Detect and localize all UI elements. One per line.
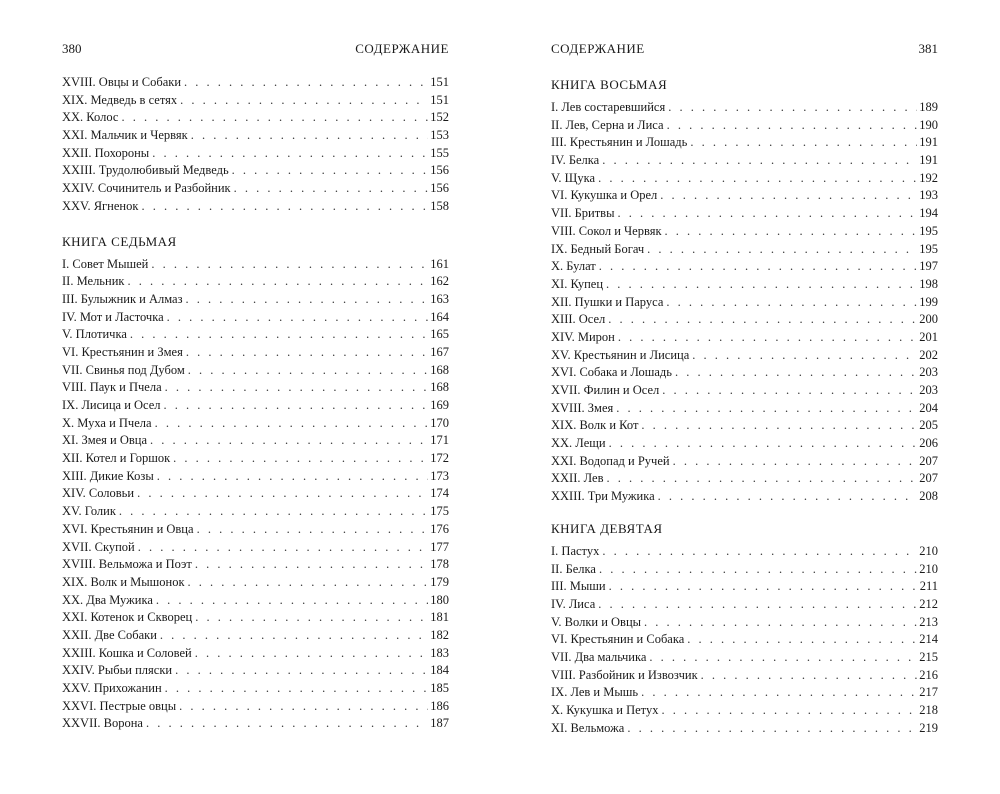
toc-entry (62, 256, 449, 274)
entry-title: VIII. Сокол и Червяк (551, 223, 662, 238)
dot-leader (687, 631, 917, 649)
dot-leader (602, 152, 917, 170)
page-number: 381 (918, 41, 938, 56)
entry-page-number: 169 (430, 398, 449, 412)
entry-page-number: 212 (919, 596, 938, 611)
entry-page-number: 167 (430, 344, 449, 359)
toc-entry (551, 99, 938, 117)
dot-leader (165, 680, 429, 698)
entry-title: XVIII. Овцы и Собаки (62, 75, 182, 89)
section-heading-book8: КНИГА ВОСЬМАЯ (551, 77, 668, 92)
entry-title: IV. Лиса (551, 596, 596, 611)
entry-title: XXIII. Кошка и Соловей (62, 645, 192, 660)
dot-leader (173, 450, 428, 468)
dot-leader (701, 667, 918, 685)
entry-title: VII. Свинья под Дубом (62, 362, 185, 377)
toc-entry (551, 720, 938, 738)
toc-entry (62, 432, 449, 450)
toc-entry (551, 614, 938, 632)
entry-title: XXIV. Рыбьи пляски (62, 663, 173, 678)
toc-entry (62, 698, 449, 716)
dot-leader (164, 397, 429, 415)
entry-title: XXIII. Трудолюбивый Медведь (62, 163, 229, 178)
toc-list-book9 (551, 543, 938, 738)
entry-page-number: 168 (430, 380, 449, 395)
entry-page-number: 200 (919, 312, 938, 327)
entry-title: XX. Лещи (551, 436, 606, 451)
entry-title: XXIV. Сочинитель и Разбойник (62, 181, 231, 196)
entry-page-number: 205 (919, 418, 938, 433)
dot-leader (608, 311, 917, 329)
toc-entry (62, 609, 449, 627)
entry-page-number: 190 (919, 117, 938, 132)
entry-title: XIV. Соловьи (62, 486, 135, 501)
entry-page-number: 183 (430, 645, 449, 660)
toc-entry (551, 470, 938, 488)
toc-list-book7 (62, 256, 449, 734)
entry-title: XX. Колос (62, 110, 119, 125)
right-page-header (551, 40, 938, 58)
toc-entry (551, 258, 938, 276)
dot-leader (175, 662, 428, 680)
entry-title: IV. Мот и Ласточка (62, 309, 164, 324)
dot-leader (188, 574, 429, 592)
toc-entry (62, 145, 449, 163)
toc-entry (551, 311, 938, 329)
toc-entry (62, 309, 449, 327)
toc-entry (551, 561, 938, 579)
toc-entry (62, 326, 449, 344)
entry-title: XVIII. Змея (551, 400, 614, 415)
toc-entry (62, 574, 449, 592)
dot-leader (167, 309, 429, 327)
toc-entry (551, 649, 938, 667)
entry-title: VII. Два мальчика (551, 649, 647, 664)
entry-title: XVI. Крестьянин и Овца (62, 521, 194, 536)
dot-leader (232, 162, 429, 180)
toc-entry (551, 205, 938, 223)
dot-leader (660, 187, 917, 205)
toc-entry (551, 364, 938, 382)
dot-leader (668, 99, 917, 117)
toc-entry (551, 435, 938, 453)
dot-leader (151, 256, 428, 274)
dot-leader (647, 241, 917, 259)
entry-page-number: 172 (430, 451, 449, 466)
entry-page-number: 175 (430, 504, 449, 519)
entry-page-number: 178 (430, 557, 449, 572)
toc-entry (62, 503, 449, 521)
toc-entry (62, 127, 449, 145)
entry-title: V. Волки и Овцы (551, 614, 642, 629)
dot-leader (160, 627, 428, 645)
dot-leader (617, 205, 917, 223)
toc-entry (62, 109, 449, 127)
dot-leader (150, 432, 428, 450)
toc-entry (551, 596, 938, 614)
dot-leader (641, 684, 917, 702)
entry-page-number: 191 (919, 153, 938, 168)
entry-title: I. Лев состаревшийся (551, 100, 666, 114)
entry-page-number: 152 (430, 110, 449, 125)
toc-entry (62, 539, 449, 557)
dot-leader (146, 715, 428, 733)
dot-leader (195, 556, 428, 574)
entry-title: I. Совет Мышей (62, 256, 149, 271)
dot-leader (179, 698, 428, 716)
dot-leader (666, 294, 917, 312)
dot-leader (119, 503, 428, 521)
entry-page-number: 193 (919, 188, 938, 203)
entry-title: XII. Пушки и Паруса (551, 294, 664, 309)
toc-entry (551, 134, 938, 152)
toc-entry (62, 198, 449, 216)
dot-leader (599, 561, 917, 579)
entry-page-number: 214 (919, 632, 938, 647)
entry-page-number: 201 (919, 329, 938, 344)
dot-leader (165, 379, 429, 397)
right-page (551, 0, 938, 794)
entry-title: XIX. Волк и Мышонок (62, 574, 185, 589)
toc-entry (62, 680, 449, 698)
dot-leader (606, 276, 917, 294)
entry-page-number: 156 (430, 163, 449, 178)
toc-entry (551, 453, 938, 471)
toc-entry (551, 152, 938, 170)
running-head: СОДЕРЖАНИЕ (355, 41, 449, 56)
dot-leader (675, 364, 917, 382)
toc-entry (62, 362, 449, 380)
entry-title: II. Мельник (62, 274, 125, 289)
toc-entry (62, 397, 449, 415)
dot-leader (649, 649, 917, 667)
entry-page-number: 204 (919, 400, 938, 415)
entry-title: V. Плотичка (62, 327, 127, 342)
entry-title: XIII. Дикие Козы (62, 468, 154, 483)
toc-entry (551, 329, 938, 347)
dot-leader (180, 92, 428, 110)
entry-page-number: 211 (919, 579, 938, 594)
dot-leader (127, 273, 428, 291)
toc-entry (62, 468, 449, 486)
page-number: 380 (62, 41, 82, 56)
entry-title: VII. Бритвы (551, 206, 615, 221)
dot-leader (188, 362, 428, 380)
entry-title: XIX. Волк и Кот (551, 418, 639, 433)
entry-page-number: 153 (430, 128, 449, 143)
entry-title: XIII. Осел (551, 312, 606, 327)
entry-page-number: 206 (919, 436, 938, 451)
entry-page-number: 179 (430, 574, 449, 589)
entry-title: XIV. Мирон (551, 329, 615, 344)
entry-page-number: 197 (919, 259, 938, 274)
toc-entry (62, 645, 449, 663)
entry-title: IX. Лисица и Осел (62, 398, 161, 412)
section-heading-book9: КНИГА ДЕВЯТАЯ (551, 520, 663, 536)
entry-title: XVII. Филин и Осел (551, 383, 660, 397)
entry-page-number: 151 (430, 75, 449, 89)
entry-title: VIII. Разбойник и Извозчик (551, 667, 698, 682)
entry-page-number: 195 (919, 223, 938, 238)
dot-leader (138, 539, 429, 557)
entry-page-number: 215 (919, 649, 938, 664)
entry-page-number: 171 (430, 433, 449, 448)
toc-entry (551, 578, 938, 596)
entry-title: XI. Змея и Овца (62, 433, 148, 448)
entry-title: IX. Лев и Мышь (551, 685, 639, 700)
toc-entry (62, 450, 449, 468)
dot-leader (195, 609, 428, 627)
toc-entry (551, 187, 938, 205)
entry-page-number: 194 (919, 206, 938, 221)
dot-leader (627, 720, 917, 738)
entry-page-number: 199 (919, 294, 938, 309)
entry-page-number: 195 (919, 241, 938, 256)
entry-title: XVI. Собака и Лошадь (551, 365, 672, 380)
left-page-content (62, 74, 449, 733)
entry-page-number: 151 (430, 92, 449, 107)
entry-title: XIX. Медведь в сетях (62, 92, 178, 107)
entry-page-number: 158 (430, 198, 449, 213)
entry-page-number: 210 (919, 543, 938, 558)
dot-leader (137, 485, 428, 503)
dot-leader (121, 109, 428, 127)
dot-leader (598, 596, 917, 614)
dot-leader (157, 468, 429, 486)
toc-entry (62, 556, 449, 574)
toc-entry (551, 294, 938, 312)
dot-leader (599, 258, 917, 276)
dot-leader (155, 415, 429, 433)
entry-title: XX. Два Мужика (62, 592, 153, 607)
toc-entry (62, 92, 449, 110)
entry-page-number: 174 (430, 486, 449, 501)
entry-page-number: 161 (430, 256, 449, 271)
entry-page-number: 207 (919, 453, 938, 468)
dot-leader (598, 170, 917, 188)
toc-list-book8 (551, 99, 938, 506)
toc-entry (551, 543, 938, 561)
entry-title: VIII. Паук и Пчела (62, 380, 162, 395)
entry-page-number: 210 (919, 561, 938, 576)
entry-title: VI. Кукушка и Орел (551, 188, 658, 203)
dot-leader (665, 223, 918, 241)
dot-leader (609, 435, 918, 453)
entry-page-number: 191 (919, 135, 938, 150)
entry-page-number: 162 (430, 274, 449, 289)
dot-leader (661, 702, 917, 720)
entry-page-number: 181 (430, 610, 449, 625)
dot-leader (130, 326, 428, 344)
dot-leader (141, 198, 428, 216)
toc-entry (551, 667, 938, 685)
dot-leader (690, 134, 917, 152)
dot-leader (692, 347, 917, 365)
toc-list-book6 (62, 74, 449, 216)
entry-page-number: 207 (919, 471, 938, 486)
dot-leader (644, 614, 917, 632)
entry-page-number: 208 (919, 489, 938, 504)
entry-title: II. Белка (551, 561, 596, 576)
entry-title: XXV. Прихожанин (62, 681, 162, 695)
running-head: СОДЕРЖАНИЕ (551, 41, 645, 56)
toc-entry (62, 180, 449, 198)
entry-page-number: 176 (430, 521, 449, 536)
entry-page-number: 219 (919, 720, 938, 735)
entry-page-number: 203 (919, 365, 938, 380)
entry-page-number: 186 (430, 698, 449, 713)
right-page-content (551, 76, 938, 737)
entry-title: XXII. Две Собаки (62, 627, 157, 642)
entry-title: I. Пастух (551, 543, 600, 558)
entry-page-number: 218 (919, 703, 938, 717)
entry-page-number: 187 (430, 716, 449, 731)
toc-entry (62, 521, 449, 539)
entry-page-number: 213 (919, 614, 938, 629)
dot-leader (641, 417, 917, 435)
entry-page-number: 165 (430, 327, 449, 342)
toc-entry (551, 347, 938, 365)
entry-page-number: 203 (919, 383, 938, 397)
toc-entry (62, 74, 449, 92)
entry-title: III. Булыжник и Алмаз (62, 291, 183, 306)
toc-entry (551, 276, 938, 294)
entry-page-number: 164 (430, 309, 449, 324)
entry-title: II. Лев, Серна и Лиса (551, 117, 664, 132)
dot-leader (662, 382, 917, 400)
entry-title: XXV. Ягненок (62, 198, 139, 213)
entry-title: X. Кукушка и Петух (551, 703, 659, 717)
entry-title: XXI. Мальчик и Червяк (62, 128, 188, 143)
toc-entry (551, 631, 938, 649)
dot-leader (609, 578, 918, 596)
entry-page-number: 155 (430, 145, 449, 160)
toc-entry (62, 415, 449, 433)
dot-leader (184, 74, 428, 92)
dot-leader (191, 127, 429, 145)
dot-leader (667, 117, 918, 135)
entry-page-number: 170 (430, 415, 449, 430)
entry-title: VI. Крестьянин и Змея (62, 344, 183, 359)
entry-title: XXVII. Ворона (62, 716, 143, 731)
dot-leader (606, 470, 917, 488)
toc-entry (62, 379, 449, 397)
entry-page-number: 173 (430, 468, 449, 483)
toc-entry (551, 170, 938, 188)
toc-entry (62, 344, 449, 362)
entry-title: XXI. Водопад и Ручей (551, 453, 670, 468)
dot-leader (602, 543, 917, 561)
entry-title: X. Булат (551, 259, 596, 274)
dot-leader (156, 592, 428, 610)
entry-page-number: 156 (430, 181, 449, 196)
entry-title: XV. Голик (62, 504, 116, 519)
entry-title: XVIII. Вельможа и Поэт (62, 557, 192, 572)
toc-entry (62, 662, 449, 680)
entry-page-number: 185 (430, 681, 449, 695)
toc-entry (62, 592, 449, 610)
toc-entry (551, 488, 938, 506)
entry-page-number: 217 (919, 685, 938, 700)
dot-leader (195, 645, 429, 663)
entry-title: XI. Купец (551, 276, 604, 291)
toc-entry (551, 702, 938, 720)
entry-title: IV. Белка (551, 153, 600, 168)
toc-entry (62, 291, 449, 309)
section-heading-book7: КНИГА СЕДЬМАЯ (62, 233, 177, 249)
dot-leader (186, 291, 429, 309)
entry-title: XII. Котел и Горшок (62, 451, 171, 466)
entry-title: III. Мыши (551, 579, 606, 594)
toc-entry (551, 400, 938, 418)
dot-leader (673, 453, 918, 471)
toc-entry (62, 715, 449, 733)
toc-entry (62, 485, 449, 503)
dot-leader (234, 180, 429, 198)
toc-entry (551, 117, 938, 135)
dot-leader (197, 521, 429, 539)
entry-title: XVII. Скупой (62, 539, 135, 554)
entry-title: XXIII. Три Мужика (551, 489, 655, 504)
toc-entry (551, 382, 938, 400)
entry-page-number: 202 (919, 347, 938, 362)
left-page (62, 0, 449, 794)
entry-page-number: 163 (430, 291, 449, 306)
entry-page-number: 216 (919, 667, 938, 682)
toc-entry (551, 241, 938, 259)
dot-leader (152, 145, 428, 163)
entry-page-number: 198 (919, 276, 938, 291)
toc-entry (551, 417, 938, 435)
entry-page-number: 192 (919, 170, 938, 185)
dot-leader (618, 329, 917, 347)
entry-title: XXI. Котенок и Скворец (62, 610, 193, 625)
entry-title: III. Крестьянин и Лошадь (551, 135, 688, 150)
entry-title: XXII. Лев (551, 471, 604, 486)
entry-page-number: 180 (430, 592, 449, 607)
entry-page-number: 182 (430, 627, 449, 642)
entry-title: XV. Крестьянин и Лисица (551, 347, 690, 362)
toc-entry (62, 162, 449, 180)
entry-title: XXII. Похороны (62, 145, 150, 160)
entry-page-number: 168 (430, 362, 449, 377)
toc-entry (62, 273, 449, 291)
entry-title: X. Муха и Пчела (62, 415, 152, 430)
dot-leader (186, 344, 428, 362)
entry-title: IX. Бедный Богач (551, 241, 645, 256)
left-page-header (62, 40, 449, 58)
entry-page-number: 177 (430, 539, 449, 554)
dot-leader (616, 400, 917, 418)
toc-entry (551, 223, 938, 241)
dot-leader (658, 488, 918, 506)
entry-title: XI. Вельможа (551, 720, 625, 735)
toc-entry (62, 627, 449, 645)
entry-page-number: 184 (430, 663, 449, 678)
entry-title: XXVI. Пестрые овцы (62, 698, 177, 713)
toc-entry (551, 684, 938, 702)
entry-title: V. Щука (551, 170, 596, 185)
entry-title: VI. Крестьянин и Собака (551, 632, 685, 647)
entry-page-number: 189 (919, 100, 938, 114)
